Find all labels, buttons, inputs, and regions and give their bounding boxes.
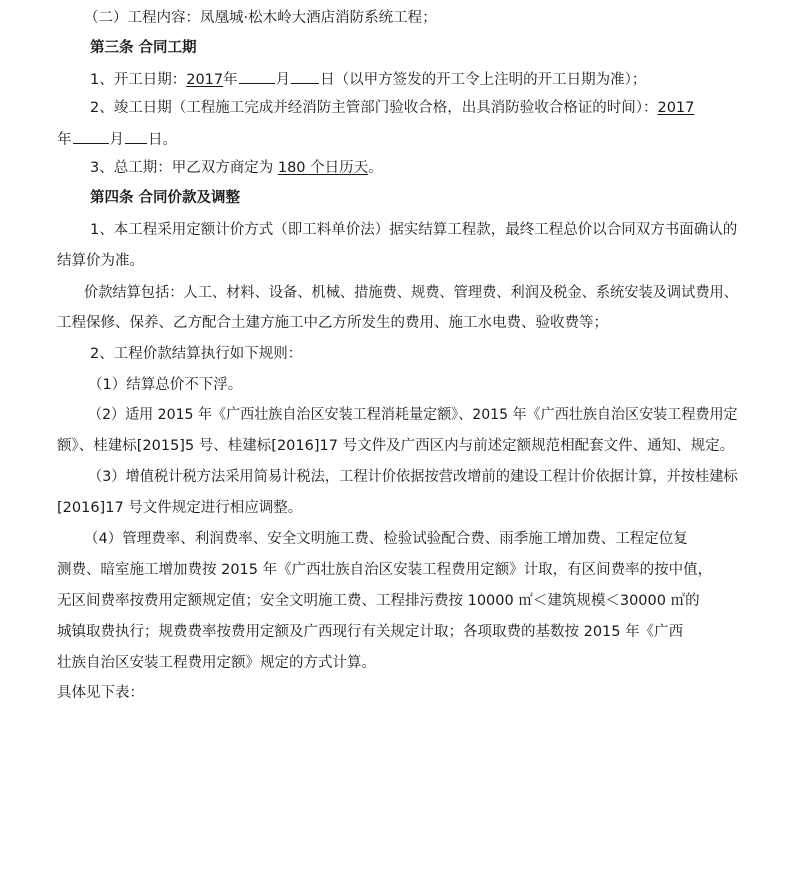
rule-3-line-2 [57, 498, 302, 518]
text: 1、本工程采用定额计价方式（即工料单价法）据实结算工程款，最终工程总价以合同双方书面确认的 [90, 222, 738, 238]
rule-1 [88, 375, 242, 395]
text: 3、总工期：甲乙双方商定为 [90, 160, 278, 176]
total-period-value: 180 个日历天 [277, 160, 369, 176]
rule-4-line-2 [57, 560, 712, 580]
see-table-line [57, 683, 144, 703]
text: （1）结算总价不下浮。 [88, 377, 243, 393]
end-year: 2017 [657, 100, 695, 116]
paragraph-2-line-2 [57, 313, 608, 333]
start-day-blank [291, 68, 319, 84]
text: 第四条 合同价款及调整 [90, 190, 241, 206]
rule-2-line-1 [88, 405, 738, 425]
text: （3）增值税计税方法采用简易计税法，工程计价依据按营改增前的建设工程计价依据计算，并按桂建标 [88, 469, 738, 485]
text: （4）管理费率、利润费率、安全文明施工费、检验试验配合费、雨季施工增加费、工程定位复 [84, 531, 688, 547]
rule-4-line-5 [57, 653, 376, 673]
end-month-blank [73, 128, 109, 144]
rule-4-line-1 [84, 529, 688, 549]
text: 年 [223, 72, 238, 88]
text: 第三条 合同工期 [90, 40, 197, 56]
text: 2、竣工日期（工程施工完成并经消防主管部门验收合格，出具消防验收合格证的时间）： [90, 100, 658, 116]
start-date-line [90, 68, 646, 90]
rule-4-line-4 [57, 622, 683, 642]
paragraph-1-line-2 [57, 251, 144, 271]
text: 月 [275, 72, 291, 88]
text: 。 [368, 160, 383, 176]
rule-2-line-2 [57, 436, 734, 456]
paragraph-3 [90, 344, 302, 364]
text: 1、开工日期： [90, 72, 187, 88]
text: 日 [148, 132, 163, 148]
text: 具体见下表： [57, 685, 144, 701]
project-content-line [84, 8, 437, 28]
article-3-title [90, 38, 197, 58]
text: 结算价为准。 [57, 253, 144, 269]
text: 城镇取费执行；规费费率按费用定额及广西现行有关规定计取；各项取费的基数按 2015 年《广西 [57, 624, 684, 640]
text: 月 [109, 132, 124, 148]
text: 价款结算包括：人工、材料、设备、机械、措施费、规费、管理费、利润及税金、系统安装及调试费用、 [84, 285, 738, 301]
text: 工程保修、保养、乙方配合土建方施工中乙方所发生的费用、施工水电费、验收费等； [57, 315, 608, 331]
text: 额》、桂建标[2015]5 号、桂建标[2016]17 号文件及广西区内与前述定额规范相配套文件、通知、规定。 [57, 438, 735, 454]
text: 日 [320, 72, 335, 88]
text: （2）适用 2015 年《广西壮族自治区安装工程消耗量定额》、2015 年《广西壮族自治区安装工程费用定 [88, 407, 738, 423]
text: （以甲方签发的开工令上注明的开工日期为准）； [334, 72, 647, 88]
text: 无区间费率按费用定额规定值；安全文明施工费、工程排污费按 10000 ㎡＜建筑规模＜30000 ㎡的 [57, 593, 700, 609]
end-date-line-1 [90, 98, 694, 118]
text: 。 [162, 132, 177, 148]
end-date-line-2 [57, 128, 177, 150]
text: 年 [57, 132, 72, 148]
end-day-blank [125, 128, 147, 144]
paragraph-1-line-1 [90, 220, 737, 240]
paragraph-2-line-1 [84, 283, 738, 303]
text: 2、工程价款结算执行如下规则： [90, 346, 303, 362]
text: [2016]17 号文件规定进行相应调整。 [57, 500, 303, 516]
rule-4-line-3 [57, 591, 700, 611]
start-month-blank [239, 68, 275, 84]
text: 测费、暗室施工增加费按 2015 年《广西壮族自治区安装工程费用定额》计取，有区间费率的按中值， [57, 562, 713, 578]
start-year: 2017 [186, 72, 224, 88]
text: 壮族自治区安装工程费用定额》规定的方式计算。 [57, 655, 376, 671]
total-period-line [90, 158, 383, 178]
text: （二）工程内容：凤凰城·松木岭大酒店消防系统工程； [84, 10, 437, 26]
rule-3-line-1 [88, 467, 738, 487]
article-4-title [90, 188, 240, 208]
